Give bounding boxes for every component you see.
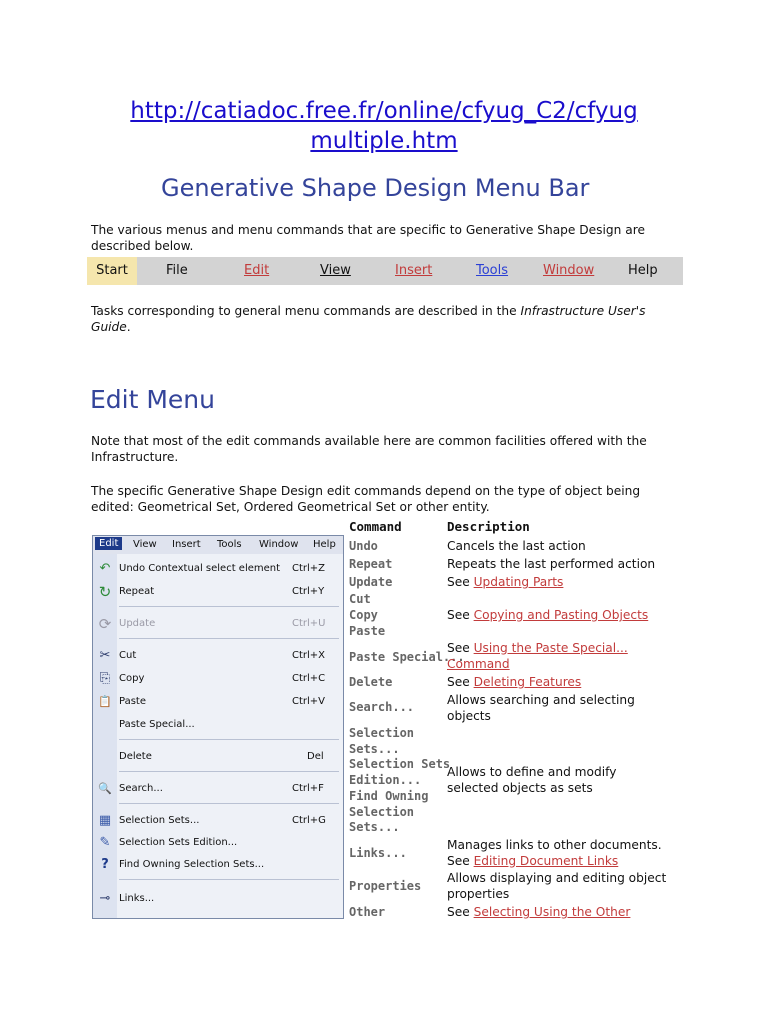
desc-links: [447, 838, 662, 869]
screenshot-menu-view: View: [133, 539, 157, 550]
tasks-text: Tasks corresponding to general menu commands are described in the: [91, 304, 521, 318]
menubar-view[interactable]: [320, 257, 351, 285]
cmd-find-owning-line2: Selection: [349, 804, 415, 819]
cmd-search: Search...: [349, 700, 415, 714]
menu-bar-table: [87, 257, 683, 285]
cmd-update: Update: [349, 575, 393, 589]
screenshot-separator: [119, 879, 339, 880]
cmd-paste-special: Paste Special...: [349, 650, 465, 664]
desc-links-line2: [447, 854, 662, 870]
cmd-repeat: Repeat: [349, 557, 393, 571]
edit-menu-heading: Edit Menu: [90, 385, 215, 414]
link-copying-pasting[interactable]: Copying and Pasting Objects: [473, 608, 649, 622]
cmd-find-owning-line3: Sets...: [349, 820, 400, 834]
tasks-guide-title: Infrastructure User's Guide: [91, 304, 646, 334]
link-paste-special[interactable]: Using the Paste Special...: [473, 641, 628, 655]
screenshot-item-shortcut: Ctrl+C: [292, 673, 326, 684]
screenshot-item-shortcut: Ctrl+U: [292, 618, 326, 629]
desc-sets-line1: Allows to define and modify: [447, 765, 617, 779]
link-updating-parts[interactable]: Updating Parts: [473, 575, 564, 589]
screenshot-item-paste: [93, 693, 343, 711]
links-icon: ⊸: [99, 891, 111, 906]
link-selecting-other[interactable]: Selecting Using the Other: [473, 905, 631, 919]
edit-menu-screenshot: [92, 535, 344, 919]
screenshot-item-label: Cut: [119, 650, 137, 661]
screenshot-item-label: Selection Sets Edition...: [119, 837, 238, 848]
cmd-selection-sets-edition-line2: Edition...: [349, 772, 422, 787]
screenshot-item-shortcut: Ctrl+V: [292, 696, 326, 707]
screenshot-menu-help: Help: [313, 539, 336, 550]
desc-delete: [447, 675, 581, 691]
cmd-undo: Undo: [349, 539, 378, 553]
cmd-links: Links...: [349, 846, 407, 860]
screenshot-item-copy: [93, 670, 343, 688]
screenshot-item-label: Undo Contextual select element: [119, 563, 281, 574]
screenshot-item-label: Repeat: [119, 586, 155, 597]
page-title: Generative Shape Design Menu Bar: [161, 174, 590, 202]
screenshot-item-shortcut: Ctrl+X: [292, 650, 326, 661]
screenshot-separator: [119, 739, 339, 740]
see-text: See: [447, 853, 474, 868]
screenshot-item-cut: [93, 647, 343, 665]
menubar-insert-link[interactable]: Insert: [395, 263, 433, 278]
desc-search-line1: Allows searching and selecting: [447, 693, 635, 707]
menubar-file[interactable]: File: [166, 263, 188, 278]
screenshot-item-shortcut: Ctrl+F: [292, 783, 324, 794]
screenshot-item-label: Copy: [119, 673, 145, 684]
menubar-window-link[interactable]: Window: [543, 263, 595, 278]
cmd-selection-sets-line2: Sets...: [349, 741, 400, 756]
cmd-selection-sets-edition-line1: Selection Sets: [349, 757, 451, 771]
source-url-link[interactable]: [60, 96, 708, 156]
screenshot-item-selection-sets: [93, 812, 343, 830]
link-deleting-features[interactable]: Deleting Features: [473, 675, 582, 689]
screenshot-menu-edit: Edit: [95, 537, 122, 550]
screenshot-item-shortcut: Ctrl+G: [292, 815, 326, 826]
tasks-paragraph: [91, 304, 681, 335]
repeat-icon: ↻: [98, 583, 112, 601]
screenshot-item-label: Delete: [119, 751, 152, 762]
desc-update: [447, 575, 563, 591]
see-text: See: [447, 575, 474, 589]
menubar-help[interactable]: Help: [628, 263, 658, 278]
screenshot-menu-insert: Insert: [172, 539, 201, 550]
cmd-paste: Paste: [349, 624, 386, 638]
cmd-selection-sets-line1: Selection: [349, 726, 415, 740]
screenshot-item-find-owning: [93, 856, 343, 874]
desc-search-line2: objects: [447, 708, 491, 723]
desc-copy: [447, 608, 648, 624]
screenshot-separator: [119, 638, 339, 639]
screenshot-menu-tools: Tools: [217, 539, 242, 550]
intro-paragraph: The various menus and menu commands that are specific to Generative Shape Design are described below.: [91, 223, 645, 253]
screenshot-item-selection-sets-edition: [93, 834, 343, 852]
undo-icon: ↶: [99, 561, 111, 576]
screenshot-item-label: Find Owning Selection Sets...: [119, 859, 265, 870]
screenshot-item-label: Search...: [119, 783, 163, 794]
screenshot-item-paste-special: [93, 716, 343, 734]
desc-search: [447, 693, 635, 724]
paste-icon: 📋: [98, 695, 112, 708]
desc-undo: Cancels the last action: [447, 539, 586, 553]
desc-properties: [447, 871, 666, 902]
screenshot-separator: [119, 771, 339, 772]
menubar-view-label: View: [320, 263, 351, 278]
screenshot-item-label: Links...: [119, 893, 155, 904]
screenshot-item-label: Update: [119, 618, 156, 629]
selection-sets-edition-icon: ✎: [99, 835, 111, 850]
screenshot-item-undo: [93, 560, 343, 578]
desc-props-line2: properties: [447, 886, 510, 901]
update-icon: ⟳: [98, 615, 112, 633]
col-header-description: Description: [447, 519, 530, 534]
desc-selection-sets: [447, 765, 616, 796]
cmd-cut: Cut: [349, 592, 371, 606]
desc-sets-line2: selected objects as sets: [447, 780, 593, 795]
desc-props-line1: Allows displaying and editing object: [447, 871, 667, 885]
desc-paste-special-line1: [447, 641, 628, 657]
screenshot-menubar: [93, 536, 343, 554]
screenshot-item-shortcut: Del: [307, 751, 324, 762]
menubar-tools-link[interactable]: Tools: [476, 263, 509, 278]
cmd-other: Other: [349, 905, 386, 919]
see-text: See: [447, 675, 474, 689]
screenshot-item-update: [93, 615, 343, 633]
desc-other: [447, 905, 630, 921]
link-paste-special-command[interactable]: Command: [447, 656, 510, 671]
cmd-selection-sets: [349, 726, 414, 757]
screenshot-item-shortcut: Ctrl+Z: [292, 563, 326, 574]
menubar-start[interactable]: Start: [87, 257, 137, 285]
desc-repeat: Repeats the last performed action: [447, 557, 656, 571]
see-text: See: [447, 641, 474, 655]
note-paragraph-2: The specific Generative Shape Design edit commands depend on the type of object being edited: Geometrical Set, Ordered Geometrical Set or other entity.: [91, 484, 641, 514]
desc-paste-special: [447, 641, 628, 672]
screenshot-item-label: Paste Special...: [119, 719, 195, 730]
cmd-selection-sets-edition: [349, 757, 450, 788]
link-editing-document-links[interactable]: Editing Document Links: [473, 853, 619, 868]
cmd-delete: Delete: [349, 675, 393, 689]
find-owning-icon: ?: [101, 857, 109, 872]
see-text: See: [447, 608, 474, 622]
scissors-icon: ✂: [99, 648, 111, 663]
note-paragraph-1: Note that most of the edit commands available here are common facilities offered with the Infrastructure.: [91, 434, 647, 464]
selection-sets-icon: ▦: [98, 813, 112, 828]
cmd-find-owning: [349, 789, 428, 836]
screenshot-separator: [119, 606, 339, 607]
copy-icon: ⎘: [99, 671, 111, 686]
screenshot-menu-window: Window: [259, 539, 299, 550]
screenshot-dropdown: [93, 554, 343, 918]
screenshot-item-label: Paste: [119, 696, 146, 707]
binoculars-icon: 🔍: [98, 782, 112, 795]
menubar-edit-link[interactable]: Edit: [244, 263, 270, 278]
screenshot-separator: [119, 803, 339, 804]
screenshot-item-repeat: [93, 583, 343, 601]
tasks-end: .: [126, 319, 131, 334]
cmd-copy: Copy: [349, 608, 378, 622]
desc-links-line1: Manages links to other documents.: [447, 838, 662, 852]
screenshot-item-links: [93, 890, 343, 908]
cmd-find-owning-line1: Find Owning: [349, 789, 429, 803]
col-header-command: Command: [349, 519, 402, 534]
screenshot-item-delete: [93, 748, 343, 766]
screenshot-item-shortcut: Ctrl+Y: [292, 586, 325, 597]
source-url-line1: http://catiadoc.free.fr/online/cfyug_C2/cfyug: [130, 98, 638, 124]
cmd-properties: Properties: [349, 879, 422, 893]
screenshot-item-label: Selection Sets...: [119, 815, 200, 826]
screenshot-item-search: [93, 780, 343, 798]
see-text: See: [447, 905, 474, 919]
source-url-line2: multiple.htm: [310, 128, 458, 154]
